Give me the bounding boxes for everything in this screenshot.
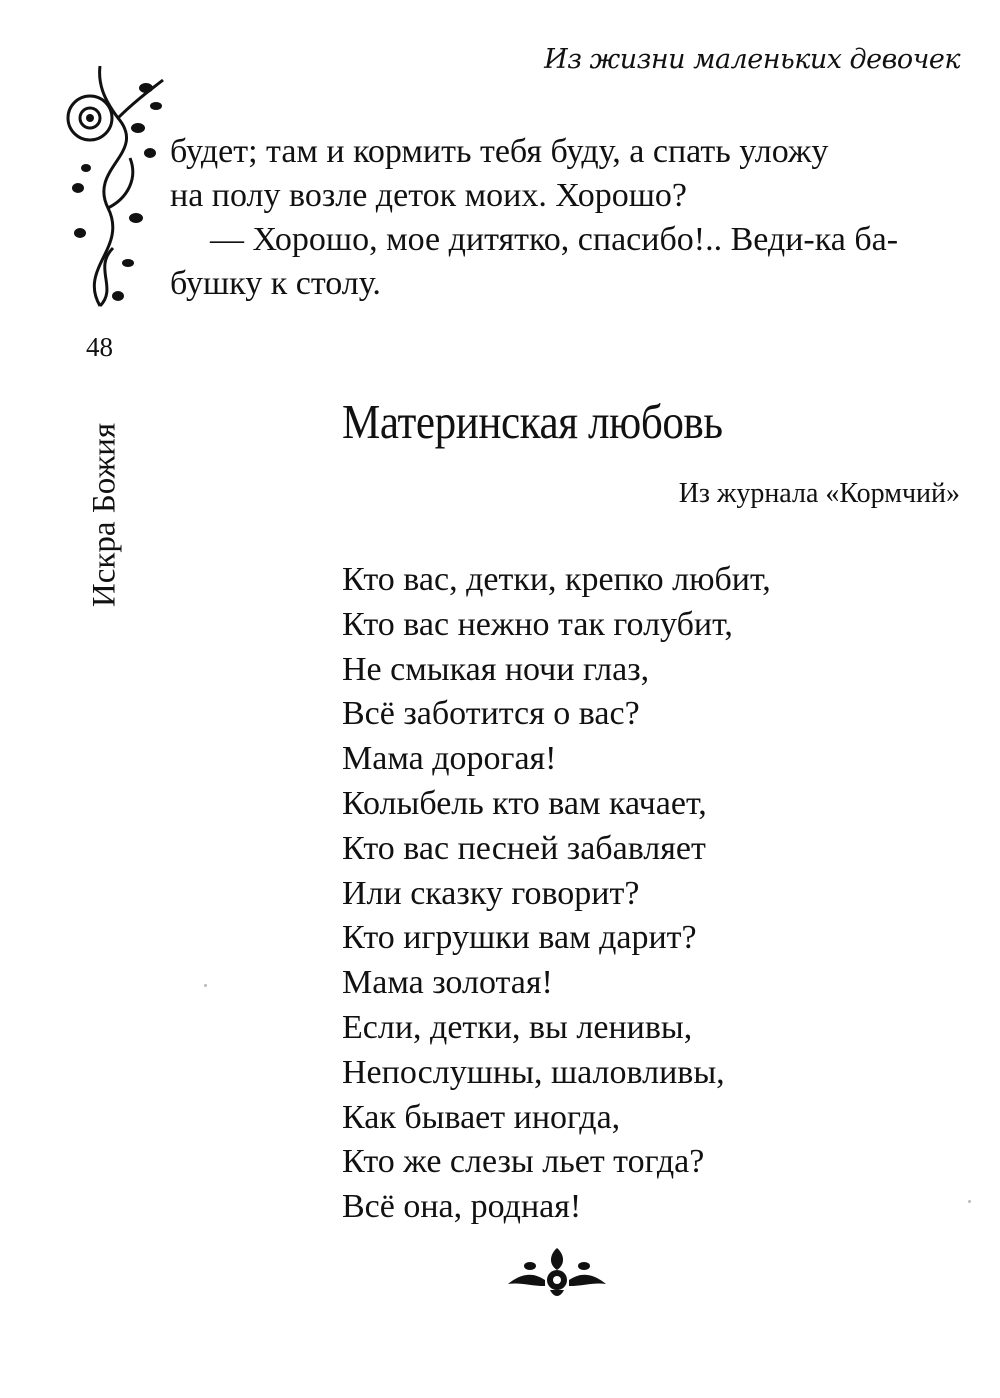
floral-tailpiece-ornament-icon <box>500 1240 614 1300</box>
poem-line: Кто вас, детки, крепко любит, <box>342 561 771 598</box>
speck <box>968 1200 971 1203</box>
running-header: Из жизни маленьких девочек <box>544 44 960 75</box>
poem-line: Колыбель кто вам качает, <box>342 784 707 822</box>
poem-line: Всё она, родная! <box>342 1188 582 1226</box>
poem-line: Кто вас песней забавляет <box>342 829 706 867</box>
prose-line: — Хорошо, мое дитятко, спасибо!.. Веди-ка ба- <box>210 221 899 258</box>
poem-line: Непослушны, шаловливы, <box>342 1053 725 1091</box>
poem-line: Мама золотая! <box>342 964 553 1002</box>
poem-line: Мама дорогая! <box>342 740 557 778</box>
prose-line: будет; там и кормить тебя буду, а спать уложу <box>170 133 829 170</box>
poem-line: Кто вас нежно так голубит, <box>342 605 733 643</box>
poem-line: Или сказку говорит? <box>342 874 640 912</box>
floral-vine-ornament-icon <box>58 58 168 308</box>
page-number: 48 <box>86 332 113 362</box>
prose-line: бушку к столу. <box>170 265 381 302</box>
poem-line: Всё заботится о вас? <box>342 695 640 733</box>
poem-body <box>342 558 771 1230</box>
poem-title: Материнская любовь <box>342 394 723 449</box>
speck <box>204 984 207 987</box>
poem-line: Кто игрушки вам дарит? <box>342 919 697 957</box>
prose-line: на полу возле деток моих. Хорошо? <box>170 177 688 214</box>
poem-line: Не смыкая ночи глаз, <box>342 650 650 688</box>
poem-line: Как бывает иногда, <box>342 1098 621 1136</box>
poem-line: Кто же слезы льет тогда? <box>342 1143 705 1181</box>
section-side-title: Искра Божия <box>86 422 123 608</box>
poem-source: Из журнала «Кормчий» <box>678 478 960 509</box>
poem-line: Если, детки, вы ленивы, <box>342 1008 693 1046</box>
